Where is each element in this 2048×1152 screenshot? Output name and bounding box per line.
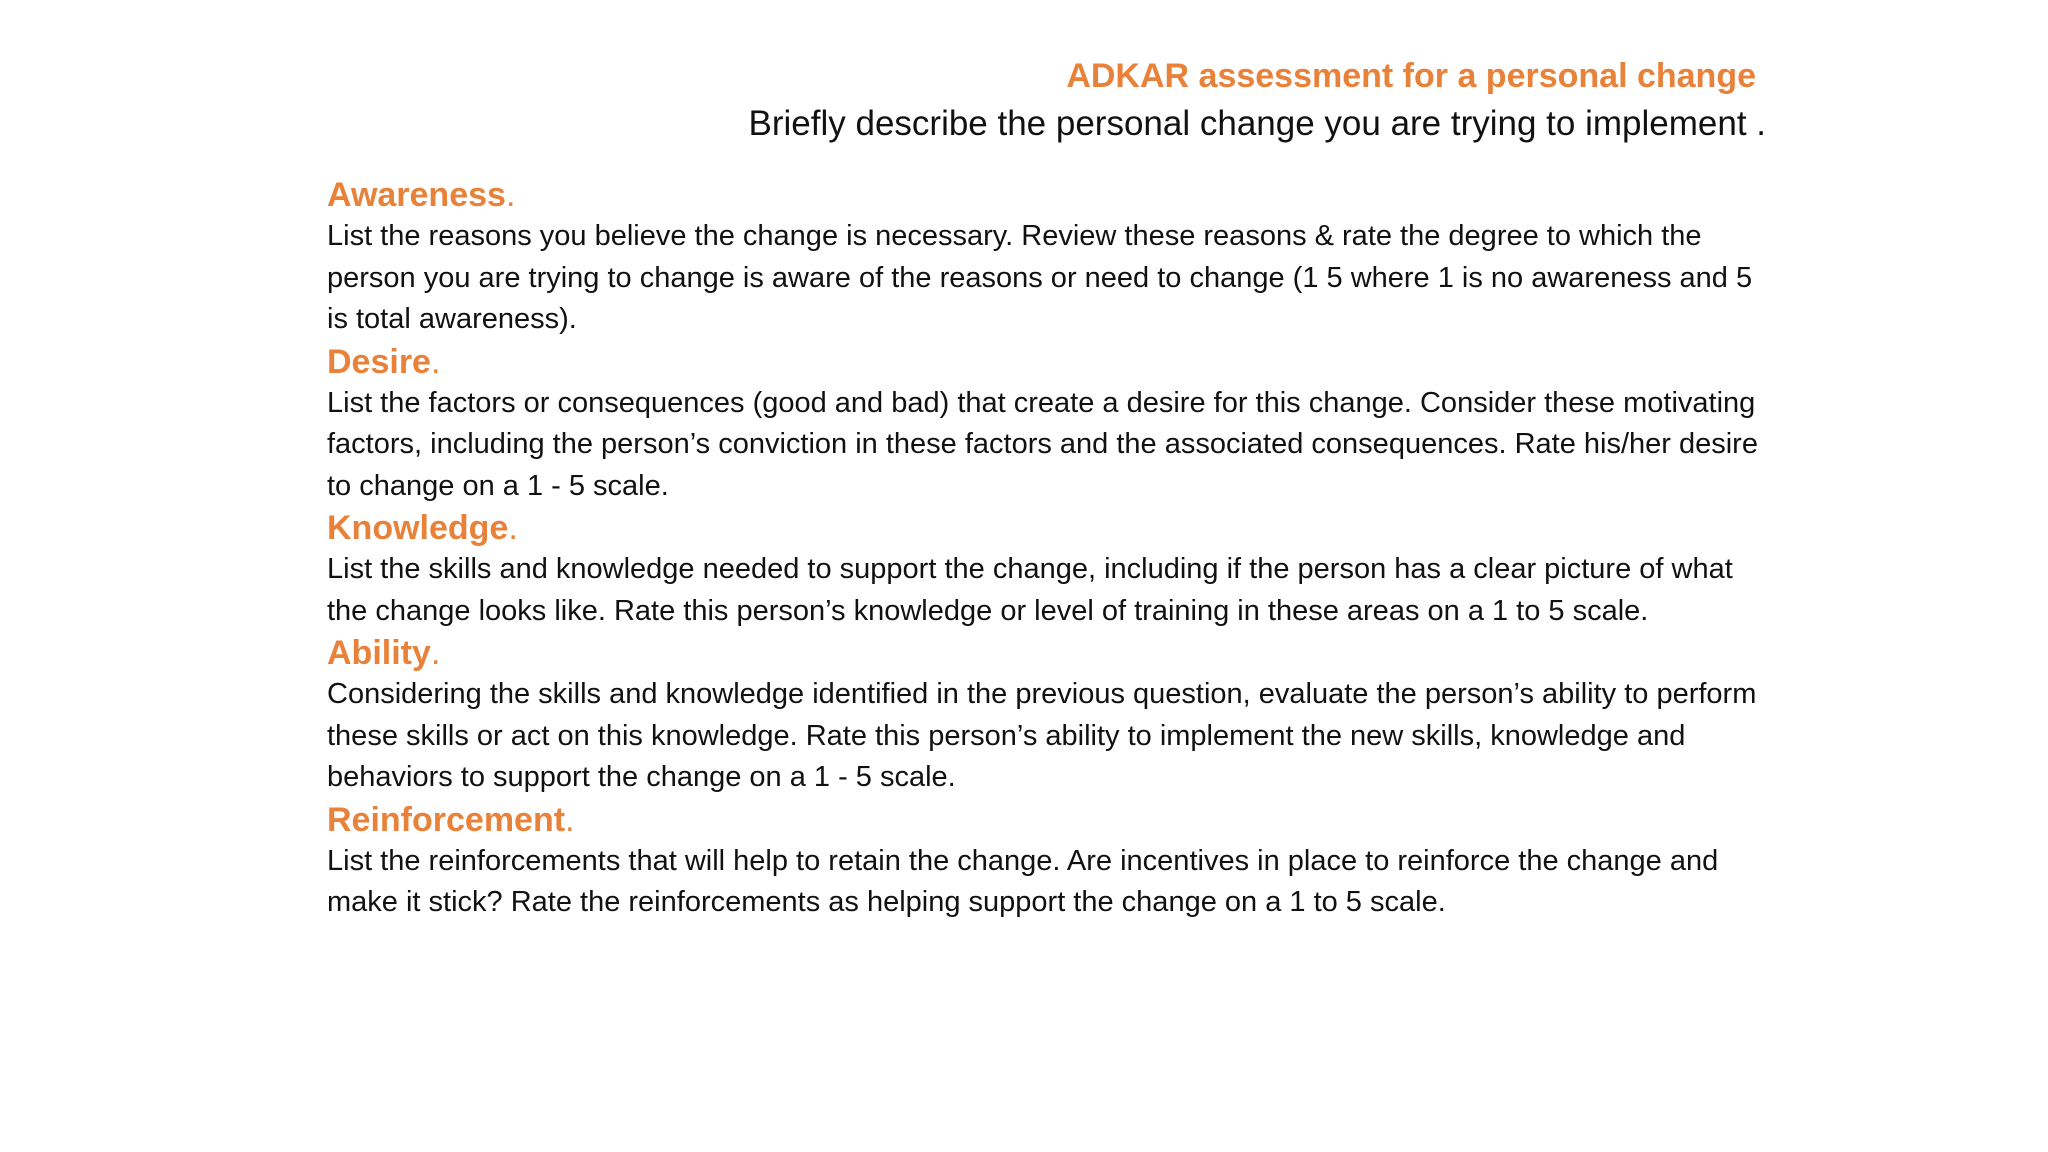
section-heading-ability	[327, 632, 1777, 674]
heading-text: Desire	[327, 342, 431, 381]
section-body-awareness: List the reasons you believe the change is necessary. Review these reasons & rate the degree to which the person you are trying to change is aware of the reasons or need to change (1 5 where 1 is no awareness and 5 is total awareness).	[327, 220, 1753, 335]
heading-punct: .	[508, 509, 518, 547]
section-body-desire: List the factors or consequences (good and bad) that create a desire for this change. Consider these motivating factors, including the person’s conviction in these factors and the associated consequences. Rate his/her desire to change on a 1 - 5 scale.	[327, 386, 1758, 502]
heading-text: Reinforcement	[327, 800, 566, 839]
section-body-reinforcement: List the reinforcements that will help to retain the change. Are incentives in place to reinforce the change and make it stick? Rate the reinforcements as helping support the change on a 1 to 5 scale.	[327, 844, 1719, 918]
section-body-knowledge: List the skills and knowledge needed to support the change, including if the person has a clear picture of what the change looks like. Rate this person’s knowledge or level of training in these areas on a 1 to 5 scale.	[327, 553, 1733, 627]
section-ability	[327, 632, 1777, 799]
heading-punct: .	[505, 176, 516, 214]
heading-text: Ability	[327, 634, 431, 672]
section-reinforcement	[327, 799, 1777, 924]
heading-text: Awareness	[327, 176, 506, 214]
section-knowledge	[327, 507, 1777, 632]
section-heading-desire	[327, 341, 1777, 383]
heading-punct: .	[565, 800, 575, 839]
section-awareness	[327, 174, 1777, 341]
slide-header	[566, 52, 1766, 148]
slide-title: ADKAR assessment for a personal change	[1066, 57, 1756, 95]
section-desire	[327, 341, 1777, 508]
section-heading-awareness	[327, 174, 1777, 216]
section-heading-knowledge	[327, 507, 1777, 549]
section-body-ability: Considering the skills and knowledge identified in the previous question, evaluate the person’s ability to perform these skills or act on this knowledge. Rate this person’s ability to implement the new skills, knowledge and behaviors to support the change on a 1 - 5 scale.	[327, 678, 1757, 793]
assessment-sections	[327, 174, 1777, 924]
slide-subtitle: Briefly describe the personal change you are trying to implement .	[748, 104, 1766, 143]
section-heading-reinforcement	[327, 799, 1777, 841]
heading-punct: .	[430, 634, 441, 672]
heading-punct: .	[430, 342, 441, 381]
heading-text: Knowledge	[327, 509, 509, 547]
